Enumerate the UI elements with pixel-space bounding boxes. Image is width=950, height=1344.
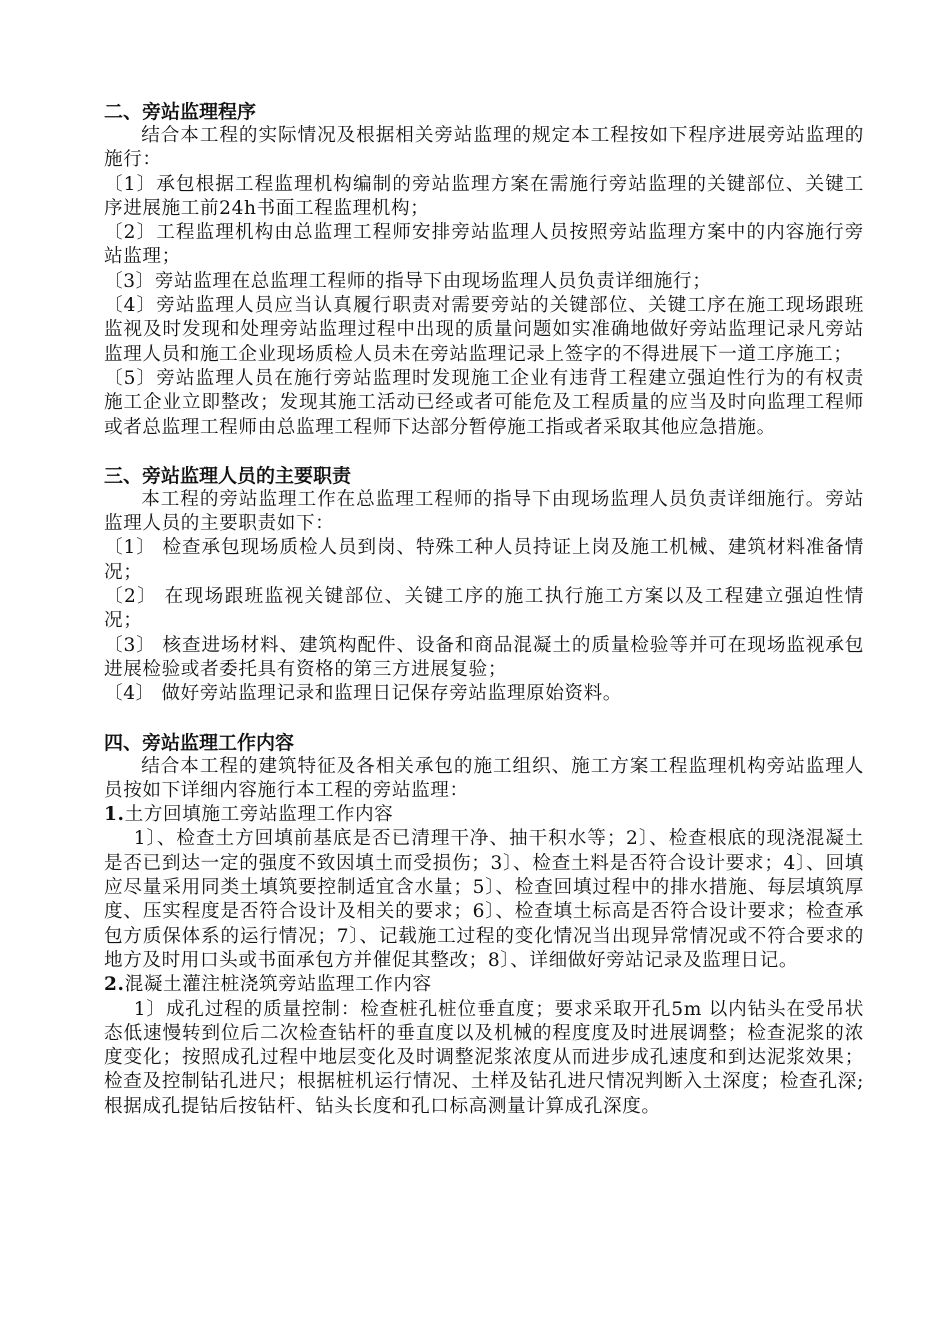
list-item: 〔1〕 检查承包现场质检人员到岗、特殊工种人员持证上岗及施工机械、建筑材料准备情况；	[104, 537, 864, 583]
list-item: 〔3〕 核查进场材料、建筑构配件、设备和商品混凝土的质量检验等并可在现场监视承包进展检验或者委托具有资格的第三方进展复验；	[104, 634, 864, 680]
list-item: 〔5〕旁站监理人员在施行旁站监理时发现施工企业有违背工程建立强迫性行为的有权责施工企业立即整改；发现其施工活动已经或者可能危及工程质量的应当及时向监理工程师或者总监理工程师由总监理工程师下达部分暂停施工指或者采取其他应急措施。	[104, 367, 864, 438]
document-page	[104, 100, 864, 1119]
subsection-body: 1〕成孔过程的质量控制：检查桩孔桩位垂直度；要求采取开孔5m 以内钻头在受吊状态低速慢转到位后二次检查钻杆的垂直度以及机械的程度度及时进展调整；检查泥浆的浓度变化；按照成孔过程中地层变化及时调整泥浆浓度从而进步成孔速度和到达泥浆效果；检查及控制钻孔进尺；根据桩机运行情况、土样及钻孔进尺情况判断入土深度；检查孔深;根据成孔提钻后按钻杆、钻头长度和孔口标高测量计算成孔深度。	[104, 998, 864, 1117]
list-item: 〔2〕工程监理机构由总监理工程师安排旁站监理人员按照旁站监理方案中的内容施行旁站监理；	[104, 222, 864, 268]
section-heading: 三、旁站监理人员的主要职责	[104, 464, 352, 487]
list-item: 〔4〕旁站监理人员应当认真履行职责对需要旁站的关键部位、关键工序在施工现场跟班监视及时发现和处理旁站监理过程中出现的质量问题如实准确地做好旁站监理记录凡旁站监理人员和施工企业现场质检人员未在旁站监理记录上签字的不得进展下一道工序施工；	[104, 295, 864, 365]
section-intro: 结合本工程的实际情况及根据相关旁站监理的规定本工程按如下程序进展旁站监理的施行：	[104, 125, 864, 171]
list-item: 〔1〕承包根据工程监理机构编制的旁站监理方案在需施行旁站监理的关键部位、关键工序进展施工前24h书面工程监理机构；	[104, 173, 864, 219]
section-intro: 本工程的旁站监理工作在总监理工程师的指导下由现场监理人员负责详细施行。旁站监理人员的主要职责如下：	[104, 488, 864, 535]
section-supervisor-duties	[104, 464, 864, 707]
subsection-heading	[104, 803, 864, 827]
section-heading: 四、旁站监理工作内容	[104, 731, 295, 754]
subsection-heading	[104, 973, 864, 997]
list-item: 〔2〕 在现场跟班监视关键部位、关键工序的施工执行施工方案以及工程建立强迫性情况；	[104, 586, 864, 632]
subsection-title: 混凝土灌注桩浇筑旁站监理工作内容	[124, 974, 432, 996]
subsection-number: 1.	[104, 804, 125, 826]
section-heading: 二、旁站监理程序	[104, 101, 257, 123]
list-item: 〔3〕旁站监理在总监理工程师的指导下由现场监理人员负责详细施行；	[104, 270, 712, 292]
section-work-content	[104, 731, 864, 1119]
section-intro: 结合本工程的建筑特征及各相关承包的施工组织、施工方案工程监理机构旁站监理人员按如下详细内容施行本工程的旁站监理：	[104, 755, 864, 801]
list-item: 〔4〕 做好旁站监理记录和监理日记保存旁站监理原始资料。	[104, 683, 622, 705]
subsection-body: 1〕、检查土方回填前基底是否已清理干净、抽干积水等；2〕、检查根底的现浇混凝土是否已到达一定的强度不致因填土而受损伤；3〕、检查土料是否符合设计要求；4〕、回填应尽量采用同类土填筑要控制适宜含水量；5〕、检查回填过程中的排水措施、每层填筑厚度、压实程度是否符合设计及相关的要求；6〕、检查填土标高是否符合设计要求；检查承包方质保体系的运行情况；7〕、记载施工过程的变化情况当出现异常情况或不符合要求的地方及时用口头或书面承包方并催促其整改；8〕、详细做好旁站记录及监理日记。	[104, 828, 864, 971]
section-supervision-procedure	[104, 100, 864, 440]
subsection-title: 土方回填施工旁站监理工作内容	[124, 804, 394, 826]
subsection-number: 2.	[104, 974, 125, 996]
